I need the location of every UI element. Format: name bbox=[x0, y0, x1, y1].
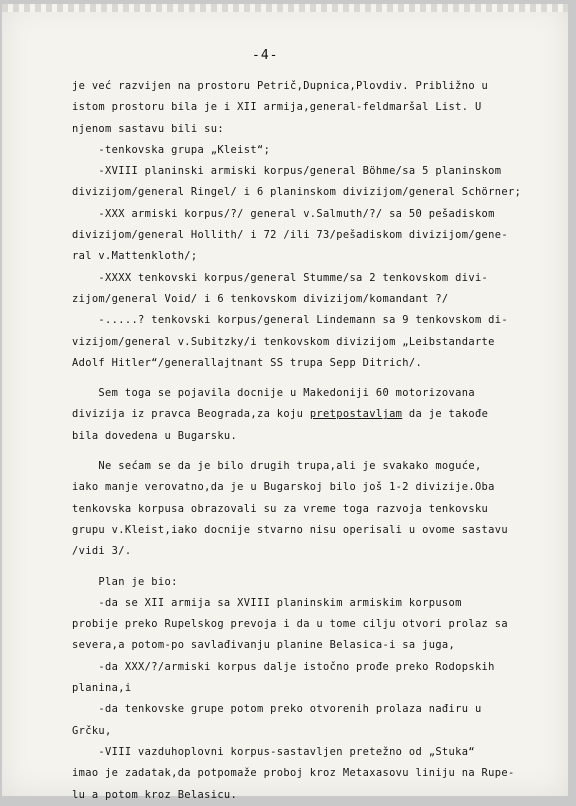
text-line: probije preko Rupelskog prevoja i da u tome cilju otvori prolaz sa bbox=[72, 618, 508, 631]
page-number: -4- bbox=[252, 48, 279, 63]
text-line: divizijom/general Hollith/ i 72 /ili 73/pešadiskom divizijom/gene- bbox=[72, 229, 508, 242]
text-line: tenkovska korpusa obrazovali su za vreme toga razvoja tenkovsku bbox=[72, 502, 489, 515]
text-line: je već razvijen na prostoru Petrič,Dupnica,Plovdiv. Približno u bbox=[72, 80, 489, 92]
text-line: divizijom/general Ringel/ i 6 planinskom divizijom/general Schörner; bbox=[72, 186, 522, 199]
document-body bbox=[72, 76, 552, 806]
text-line: Sem toga se pojavila docnije u Makedoniji 60 motorizovana bbox=[72, 387, 475, 400]
text-line: grupu v.Kleist,iako docnije stvarno nisu operisali u ovome sastavu bbox=[72, 523, 508, 536]
text-line: /vidi 3/. bbox=[72, 545, 132, 558]
text-line: -da XXX/?/armiski korpus dalje istočno prođe preko Rodopskih bbox=[72, 660, 495, 673]
text-line: Grčku, bbox=[72, 724, 112, 737]
text-line: zijom/general Void/ i 6 tenkovskom divizijom/komandant ?/ bbox=[72, 292, 449, 305]
text-line: istom prostoru bila je i XII armija,general-feldmaršal List. U bbox=[72, 101, 482, 114]
text-line: -da tenkovske grupe potom preko otvorenih prolaza nađiru u bbox=[72, 703, 482, 716]
text-line: lu a potom kroz Belasicu. bbox=[72, 788, 238, 801]
text-line: Ne sećam se da je bilo drugih trupa,ali je svakako moguće, bbox=[72, 460, 482, 473]
text-line: ral v.Mattenkloth/; bbox=[72, 250, 198, 263]
torn-edge bbox=[2, 4, 568, 12]
paragraph-gap bbox=[72, 563, 552, 572]
text-line: -XXXX tenkovski korpus/general Stumme/sa 2 tenkovskom divi- bbox=[72, 271, 489, 284]
text-line: bila dovedena u Bugarsku. bbox=[72, 429, 238, 442]
underlined-word: pretpostavljam bbox=[309, 408, 403, 421]
text-line: planina,i bbox=[72, 682, 132, 695]
text-line: severa,a potom-po savlađivanju planine Belasica-i sa juga, bbox=[72, 639, 456, 652]
paragraph-gap bbox=[72, 374, 552, 383]
text-line: Adolf Hitler“/generallajtnant SS trupa Sepp Ditrich/. bbox=[72, 356, 423, 369]
text-line: njenom sastavu bili su: bbox=[72, 122, 224, 135]
text-line: -XVIII planinski armiski korpus/general Böhme/sa 5 planinskom bbox=[72, 165, 502, 178]
text-line: imao je zadatak,da potpomaže proboj kroz Metaxasovu liniju na Rupe- bbox=[72, 767, 515, 780]
paragraph-gap bbox=[72, 447, 552, 456]
text-line: -.....? tenkovski korpus/general Lindemann sa 9 tenkovskom di- bbox=[72, 314, 508, 327]
text-line: -tenkovska grupa „Kleist“; bbox=[72, 143, 271, 156]
text-line: -VIII vazduhoplovni korpus-sastavljen pretežno od „Stuka“ bbox=[72, 745, 475, 758]
text-line: divizija iz pravca Beograda,za koju pretpostavljam da je takođe bbox=[72, 408, 489, 421]
text-line: -da se XII armija sa XVIII planinskim armiskim korpusom bbox=[72, 596, 462, 609]
document-page bbox=[2, 4, 568, 801]
text-line: vizijom/general v.Subitzky/i tenkovskom divizijom „Leibstandarte bbox=[72, 335, 495, 348]
text-line: Plan je bio: bbox=[72, 575, 178, 588]
text-line: iako manje verovatno,da je u Bugarskoj bilo još 1-2 divizije.Oba bbox=[72, 481, 495, 494]
text-line: -XXX armiski korpus/?/ general v.Salmuth/?/ sa 50 pešadiskom bbox=[72, 207, 495, 220]
